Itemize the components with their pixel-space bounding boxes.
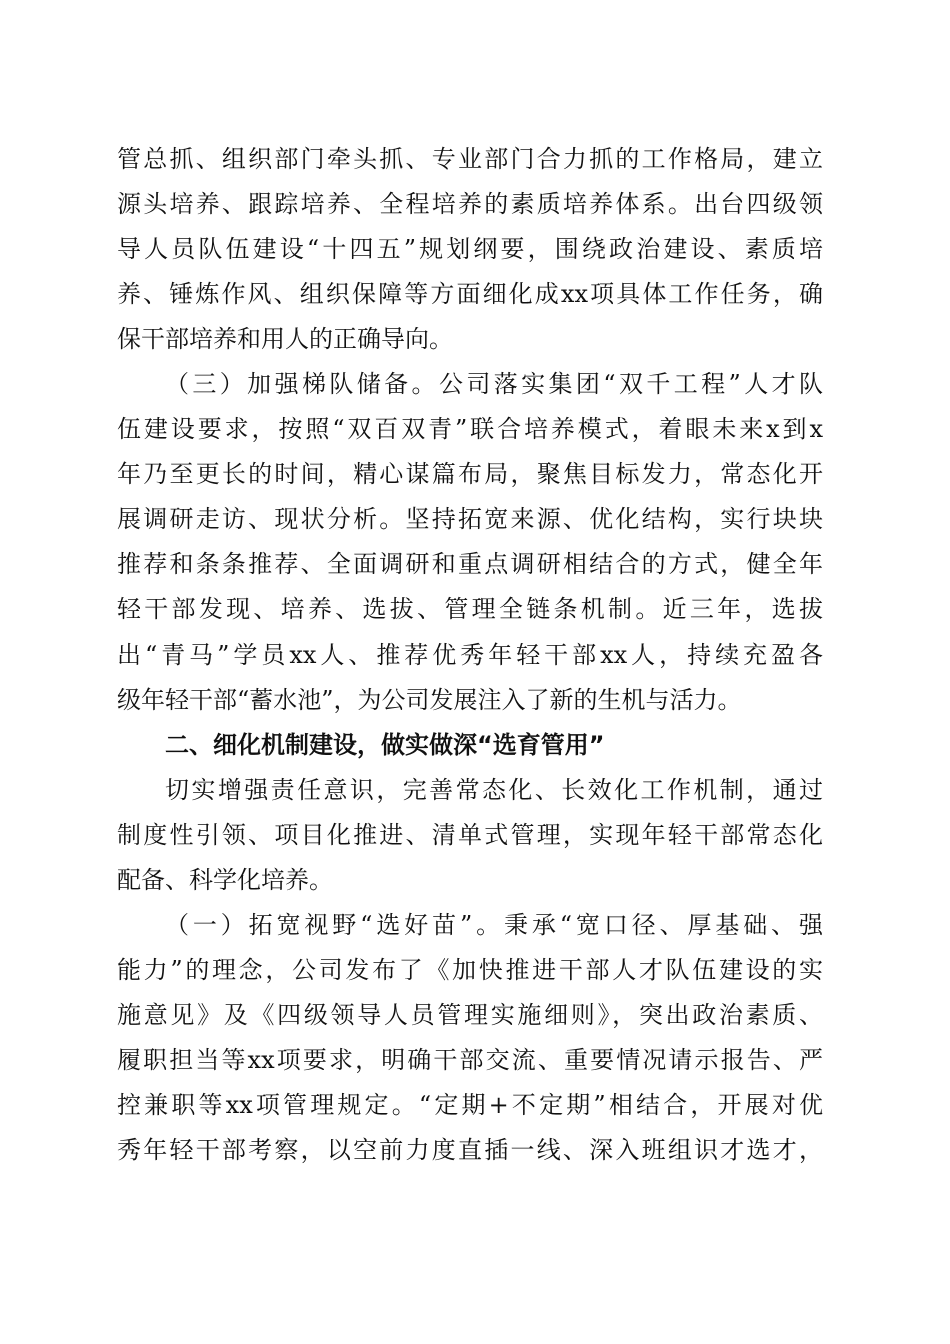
text-line: 保干部培养和用人的正确导向。: [117, 325, 453, 354]
text-line: 轻干部发现、培养、选拔、管理全链条机制。近三年，选拔: [117, 595, 823, 624]
text-line: 推荐和条条推荐、全面调研和重点调研相结合的方式，健全年: [117, 550, 823, 579]
text-line: 履职担当等xx项要求，明确干部交流、重要情况请示报告、严: [117, 1045, 823, 1074]
text-line: 导人员队伍建设“十四五”规划纲要，围绕政治建设、素质培: [117, 235, 823, 264]
text-line: 源头培养、跟踪培养、全程培养的素质培养体系。出台四级领: [117, 190, 823, 219]
text-line: 秀年轻干部考察，以空前力度直插一线、深入班组识才选才，: [117, 1136, 823, 1165]
text-line: 管总抓、组织部门牵头抓、专业部门合力抓的工作格局，建立: [117, 145, 823, 173]
text-line: 配备、科学化培养。: [117, 865, 333, 894]
text-line: （三）加强梯队储备。公司落实集团“双千工程”人才队: [165, 370, 823, 399]
text-line: 出“青马”学员xx人、推荐优秀年轻干部xx人，持续充盈各: [117, 640, 823, 669]
text-line: 年乃至更长的时间，精心谋篇布局，聚焦目标发力，常态化开: [117, 460, 823, 489]
text-line: （一）拓宽视野“选好苗”。秉承“宽口径、厚基础、强: [165, 910, 823, 939]
text-line: 制度性引领、项目化推进、清单式管理，实现年轻干部常态化: [117, 820, 823, 849]
text-line: 施意见》及《四级领导人员管理实施细则》，突出政治素质、: [117, 1000, 823, 1029]
text-line: 展调研走访、现状分析。坚持拓宽来源、优化结构，实行块块: [117, 505, 823, 534]
text-line: 伍建设要求，按照“双百双青”联合培养模式，着眼未来x到x: [117, 415, 823, 444]
text-line: 切实增强责任意识，完善常态化、长效化工作机制，通过: [165, 775, 823, 804]
text-line: 养、锤炼作风、组织保障等方面细化成xx项具体工作任务，确: [117, 280, 823, 309]
text-line: 控兼职等xx项管理规定。“定期+不定期”相结合，开展对优: [117, 1090, 823, 1119]
text-line: 级年轻干部“蓄水池”，为公司发展注入了新的生机与活力。: [117, 685, 742, 714]
document-body: [117, 137, 823, 1173]
text-line: 能力”的理念，公司发布了《加快推进干部人才队伍建设的实: [117, 955, 823, 984]
section-heading: 二、细化机制建设，做实做深“选育管用”: [165, 730, 605, 759]
